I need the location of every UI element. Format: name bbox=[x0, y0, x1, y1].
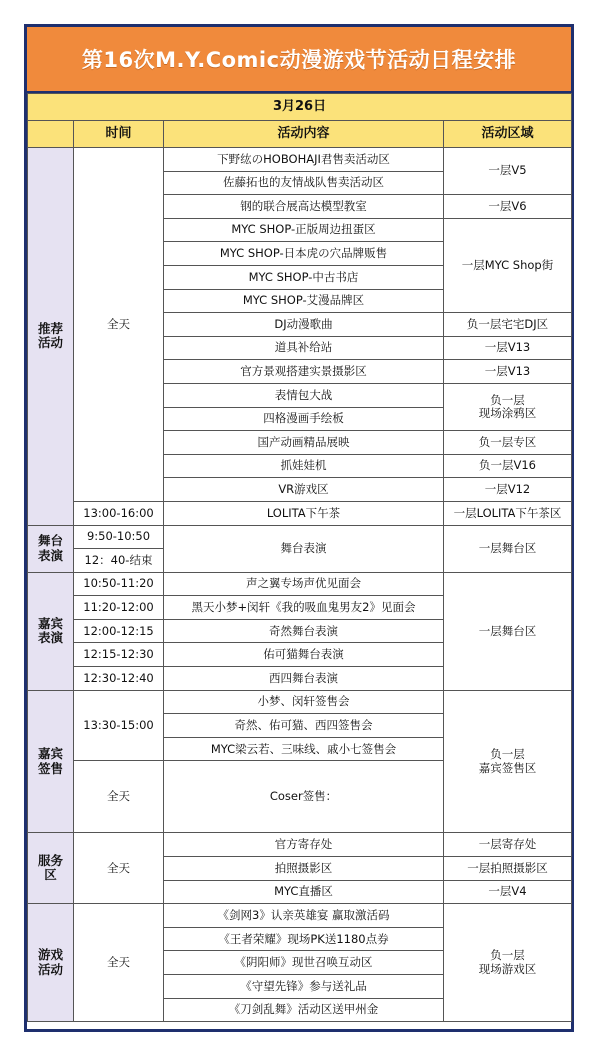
area-cell: 负一层 嘉宾签售区 bbox=[444, 690, 572, 833]
activity-cell: 声之翼专场声优见面会 bbox=[164, 572, 444, 596]
activity-cell: 四格漫画手绘板 bbox=[164, 407, 444, 431]
area-cell: 一层寄存处 bbox=[444, 833, 572, 857]
header-content: 活动内容 bbox=[164, 121, 444, 148]
area-cell: 一层V6 bbox=[444, 195, 572, 219]
time-cell: 12:30-12:40 bbox=[74, 667, 164, 691]
area-cell: 一层V4 bbox=[444, 880, 572, 904]
schedule-table bbox=[27, 93, 572, 1022]
table-row bbox=[28, 525, 572, 549]
date-label: 3月26日 bbox=[28, 94, 572, 121]
activity-cell: 《阴阳师》现世召唤互动区 bbox=[164, 951, 444, 975]
activity-cell: 奇然、佑可猫、西四签售会 bbox=[164, 714, 444, 738]
activity-cell: 道具补给站 bbox=[164, 336, 444, 360]
activity-cell: 钢的联合展高达模型教室 bbox=[164, 195, 444, 219]
table-row bbox=[28, 833, 572, 857]
category-stage: 舞台 表演 bbox=[28, 525, 74, 572]
time-cell: 全天 bbox=[74, 148, 164, 502]
time-cell: 全天 bbox=[74, 761, 164, 833]
area-cell: 一层V13 bbox=[444, 336, 572, 360]
table-row bbox=[28, 572, 572, 596]
category-guest-sign: 嘉宾 签售 bbox=[28, 690, 74, 833]
time-cell: 10:50-11:20 bbox=[74, 572, 164, 596]
activity-cell: 官方寄存处 bbox=[164, 833, 444, 857]
activity-cell: 奇然舞台表演 bbox=[164, 619, 444, 643]
area-cell: 负一层专区 bbox=[444, 431, 572, 455]
area-cell: 一层拍照摄影区 bbox=[444, 857, 572, 881]
activity-cell: 《守望先锋》参与送礼品 bbox=[164, 975, 444, 999]
area-cell: 负一层 现场游戏区 bbox=[444, 904, 572, 1022]
area-cell: 一层LOLITA下午茶区 bbox=[444, 501, 572, 525]
area-cell: 一层MYC Shop街 bbox=[444, 218, 572, 312]
activity-cell: MYC SHOP-中古书店 bbox=[164, 265, 444, 289]
time-cell: 全天 bbox=[74, 904, 164, 1022]
time-cell: 12:00-12:15 bbox=[74, 619, 164, 643]
area-cell: 负一层V16 bbox=[444, 454, 572, 478]
activity-cell: 佑可猫舞台表演 bbox=[164, 643, 444, 667]
time-cell: 13:30-15:00 bbox=[74, 690, 164, 761]
activity-cell: 拍照摄影区 bbox=[164, 857, 444, 881]
area-cell: 负一层 现场涂鸦区 bbox=[444, 383, 572, 430]
category-guest-show: 嘉宾 表演 bbox=[28, 572, 74, 690]
header-time: 时间 bbox=[74, 121, 164, 148]
activity-cell: 《王者荣耀》现场PK送1180点券 bbox=[164, 927, 444, 951]
activity-cell: 黑天小梦+闵轩《我的吸血鬼男友2》见面会 bbox=[164, 596, 444, 620]
header-row bbox=[28, 121, 572, 148]
area-cell: 一层V12 bbox=[444, 478, 572, 502]
time-cell: 12:15-12:30 bbox=[74, 643, 164, 667]
activity-cell: 佐藤拓也的友情战队售卖活动区 bbox=[164, 171, 444, 195]
activity-cell: LOLITA下午茶 bbox=[164, 501, 444, 525]
schedule-frame bbox=[24, 24, 574, 1032]
header-area: 活动区域 bbox=[444, 121, 572, 148]
category-service: 服务 区 bbox=[28, 833, 74, 904]
activity-cell: 抓娃娃机 bbox=[164, 454, 444, 478]
category-recommended: 推荐 活动 bbox=[28, 148, 74, 526]
time-cell: 12：40-结束 bbox=[74, 549, 164, 573]
activity-cell: 西四舞台表演 bbox=[164, 667, 444, 691]
time-cell: 13:00-16:00 bbox=[74, 501, 164, 525]
area-cell: 一层V13 bbox=[444, 360, 572, 384]
table-row bbox=[28, 904, 572, 928]
activity-cell: MYC直播区 bbox=[164, 880, 444, 904]
activity-cell: 《刀剑乱舞》活动区送甲州金 bbox=[164, 998, 444, 1022]
activity-cell: 《剑网3》认亲英雄宴 赢取激活码 bbox=[164, 904, 444, 928]
area-cell: 一层V5 bbox=[444, 148, 572, 195]
activity-cell: 舞台表演 bbox=[164, 525, 444, 572]
area-cell: 一层舞台区 bbox=[444, 572, 572, 690]
activity-cell: MYC SHOP-正版周边扭蛋区 bbox=[164, 218, 444, 242]
header-category bbox=[28, 121, 74, 148]
activity-cell: 国产动画精品展映 bbox=[164, 431, 444, 455]
date-row bbox=[28, 94, 572, 121]
activity-cell: Coser签售： bbox=[164, 761, 444, 833]
activity-cell: 小梦、闵轩签售会 bbox=[164, 690, 444, 714]
time-cell: 9:50-10:50 bbox=[74, 525, 164, 549]
area-cell: 一层舞台区 bbox=[444, 525, 572, 572]
table-row bbox=[28, 501, 572, 525]
page-title: 第16次M.Y.Comic动漫游戏节活动日程安排 bbox=[27, 27, 571, 93]
activity-cell: 表情包大战 bbox=[164, 383, 444, 407]
time-cell: 11:20-12:00 bbox=[74, 596, 164, 620]
category-game: 游戏 活动 bbox=[28, 904, 74, 1022]
activity-cell: MYC SHOP-艾漫品牌区 bbox=[164, 289, 444, 313]
table-row bbox=[28, 148, 572, 172]
activity-cell: MYC SHOP-日本虎の穴品牌贩售 bbox=[164, 242, 444, 266]
area-cell: 负一层宅宅DJ区 bbox=[444, 313, 572, 337]
activity-cell: 下野纮のHOBOHAJI君售卖活动区 bbox=[164, 148, 444, 172]
activity-cell: VR游戏区 bbox=[164, 478, 444, 502]
activity-cell: MYC梁云若、三味线、戚小七签售会 bbox=[164, 737, 444, 761]
activity-cell: DJ动漫歌曲 bbox=[164, 313, 444, 337]
activity-cell: 官方景观搭建实景摄影区 bbox=[164, 360, 444, 384]
time-cell: 全天 bbox=[74, 833, 164, 904]
table-row bbox=[28, 690, 572, 714]
